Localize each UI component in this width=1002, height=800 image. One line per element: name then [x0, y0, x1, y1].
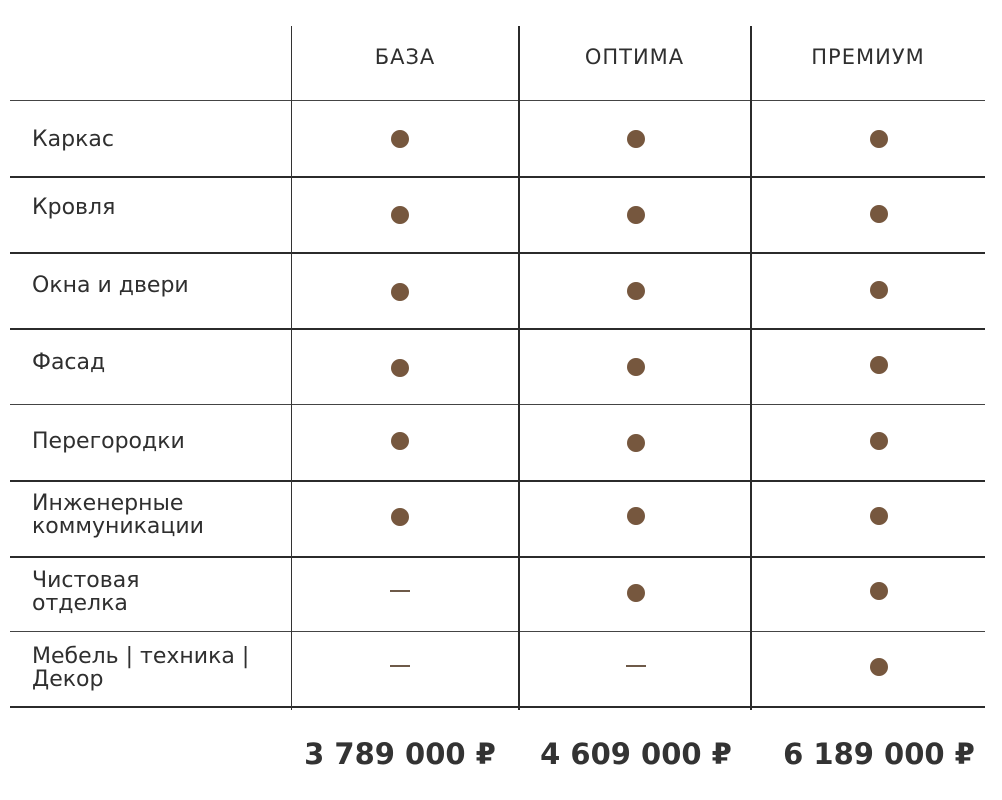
included-dot-icon [627, 358, 645, 376]
included-dot-icon [870, 507, 888, 525]
plan-header: БАЗА [374, 45, 436, 69]
row-divider [10, 556, 985, 558]
feature-label: Мебель | техника | Декор [32, 644, 250, 692]
row-divider [10, 252, 985, 254]
plan-header: ПРЕМИУМ [811, 45, 925, 69]
feature-label: Чистовая отделка [32, 568, 140, 616]
included-dot-icon [870, 130, 888, 148]
included-dot-icon [627, 130, 645, 148]
included-dot-icon [627, 584, 645, 602]
feature-label: Каркас [32, 127, 114, 152]
column-divider [750, 26, 752, 710]
included-dot-icon [391, 206, 409, 224]
row-divider [10, 100, 985, 101]
feature-label: Фасад [32, 350, 106, 375]
plan-price: 6 189 000 ₽ [783, 737, 975, 771]
included-dot-icon [391, 130, 409, 148]
feature-label: Окна и двери [32, 273, 189, 298]
row-divider [10, 328, 985, 330]
excluded-dash-icon [626, 665, 646, 667]
included-dot-icon [870, 432, 888, 450]
feature-label: Кровля [32, 195, 116, 220]
included-dot-icon [391, 508, 409, 526]
excluded-dash-icon [390, 665, 410, 667]
included-dot-icon [627, 507, 645, 525]
plan-price: 4 609 000 ₽ [540, 737, 732, 771]
row-divider [10, 176, 985, 178]
excluded-dash-icon [390, 590, 410, 592]
included-dot-icon [870, 205, 888, 223]
row-divider [10, 631, 985, 632]
plan-header: ОПТИМА [584, 45, 685, 69]
row-divider [10, 706, 985, 708]
included-dot-icon [870, 658, 888, 676]
included-dot-icon [627, 434, 645, 452]
plan-price: 3 789 000 ₽ [304, 737, 496, 771]
included-dot-icon [870, 582, 888, 600]
column-divider [518, 26, 520, 710]
included-dot-icon [627, 282, 645, 300]
included-dot-icon [627, 206, 645, 224]
column-divider [291, 26, 292, 710]
included-dot-icon [391, 359, 409, 377]
included-dot-icon [391, 283, 409, 301]
included-dot-icon [391, 432, 409, 450]
included-dot-icon [870, 356, 888, 374]
row-divider [10, 480, 985, 482]
feature-label: Перегородки [32, 429, 185, 454]
row-divider [10, 404, 985, 405]
included-dot-icon [870, 281, 888, 299]
feature-label: Инженерные коммуникации [32, 491, 204, 539]
